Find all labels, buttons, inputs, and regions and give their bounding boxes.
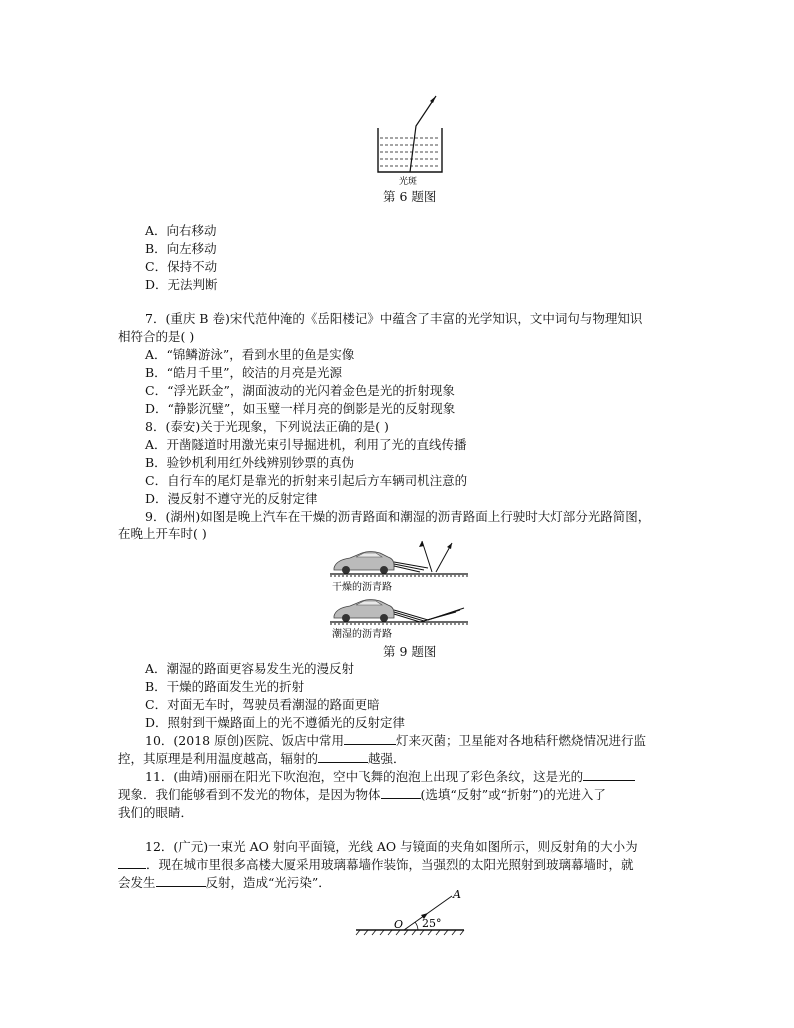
figure-12-label-a: A	[453, 888, 461, 901]
q10-blank-1[interactable]	[344, 732, 396, 745]
q7-stem-line1: 7．(重庆 B 卷)宋代范仲淹的《岳阳楼记》中蕴含了丰富的光学知识，文中词句与物理知识	[145, 311, 643, 326]
q12-line1: 12．(广元)一束光 AO 射向平面镜，光线 AO 与镜面的夹角如图所示，则反射角的大小为	[145, 839, 638, 854]
q6-option-a: A．向右移动	[145, 223, 217, 238]
q12-line2	[118, 856, 634, 873]
q11-text-1: 11．(曲靖)丽丽在阳光下吹泡泡，空中飞舞的泡泡上出现了彩色条纹，这是光的	[145, 769, 584, 784]
figure-9-caption: 第 9 题图	[383, 644, 437, 659]
q10-text-1: 10．(2018 原创)医院、饭店中常用	[145, 733, 344, 748]
q7-option-b: B．“皓月千里”，皎洁的月亮是光源	[145, 365, 342, 380]
q7-option-a: A．“锦鳞游泳”，看到水里的鱼是实像	[145, 347, 355, 362]
q11-line1	[145, 768, 635, 785]
q8-option-d: D．漫反射不遵守光的反射定律	[145, 491, 318, 506]
q9-option-b: B．干燥的路面发生光的折射	[145, 679, 305, 694]
q10-line1	[145, 732, 646, 749]
q8-option-b: B．验钞机利用红外线辨别钞票的真伪	[145, 455, 355, 470]
q7-option-d: D．“静影沉璧”，如玉璧一样月亮的倒影是光的反射现象	[145, 401, 456, 416]
q7-option-c: C．“浮光跃金”，湖面波动的光闪着金色是光的折射现象	[145, 383, 455, 398]
q6-option-d: D．无法判断	[145, 277, 218, 292]
figure-9-dry-road	[328, 538, 470, 594]
q10-text-3: 控，其原理是利用温度越高，辐射的	[118, 751, 319, 766]
q12-blank-2[interactable]	[156, 874, 206, 887]
figure-12-label-o: O	[394, 918, 404, 931]
q6-option-b: B．向左移动	[145, 241, 217, 256]
q10-text-4: 越强．	[368, 751, 406, 766]
q12-text-4: 反射，造成“光污染”．	[205, 875, 331, 890]
figure-6-beaker	[370, 92, 450, 187]
figure-9-dry-label: 干燥的沥青路	[332, 582, 392, 593]
q11-text-3: (选填“反射”或“折射”)的光进入了	[420, 787, 606, 802]
q9-option-d: D．照射到干燥路面上的光不遵循光的反射定律	[145, 715, 406, 730]
q8-option-a: A．开凿隧道时用激光束引导掘进机，利用了光的直线传播	[145, 437, 467, 452]
figure-12-mirror	[352, 886, 468, 938]
q12-blank-1[interactable]	[118, 856, 146, 869]
q11-line3: 我们的眼睛．	[118, 805, 194, 820]
figure-12-angle: 25°	[422, 917, 442, 930]
figure-9-wet-label: 潮湿的沥青路	[332, 629, 392, 640]
figure-6-label: 光斑	[399, 177, 418, 187]
q11-blank-1[interactable]	[583, 768, 635, 781]
q8-option-c: C．自行车的尾灯是靠光的折射来引起后方车辆司机注意的	[145, 473, 468, 488]
q9-stem-line2: 在晚上开车时( )	[118, 526, 207, 541]
figure-9-wet-road	[328, 596, 470, 640]
q12-text-2: ．现在城市里很多高楼大厦采用玻璃幕墙作装饰，当强烈的太阳光照射到玻璃幕墙时，就	[146, 857, 634, 872]
q11-blank-2[interactable]	[381, 786, 421, 799]
q10-line2	[118, 750, 406, 767]
q8-stem: 8．(泰安)关于光现象，下列说法正确的是( )	[145, 419, 389, 434]
q11-line2	[118, 786, 606, 803]
q9-stem-line1: 9．(湖州)如图是晚上汽车在干燥的沥青路面和潮湿的沥青路面上行驶时大灯部分光路简图，	[145, 509, 651, 524]
q7-stem-line2: 相符合的是( )	[118, 329, 195, 344]
q9-option-c: C．对面无车时，驾驶员看潮湿的路面更暗	[145, 697, 380, 712]
q10-blank-2[interactable]	[318, 750, 368, 763]
q12-line3	[118, 874, 331, 891]
q11-text-2: 现象．我们能够看到不发光的物体，是因为物体	[118, 787, 381, 802]
q6-option-c: C．保持不动	[145, 259, 218, 274]
q9-option-a: A．潮湿的路面更容易发生光的漫反射	[145, 661, 355, 676]
q10-text-2: 灯来灭菌；卫星能对各地秸秆燃烧情况进行监	[395, 733, 646, 748]
figure-6-caption: 第 6 题图	[383, 189, 437, 204]
q12-text-3: 会发生	[118, 875, 156, 890]
